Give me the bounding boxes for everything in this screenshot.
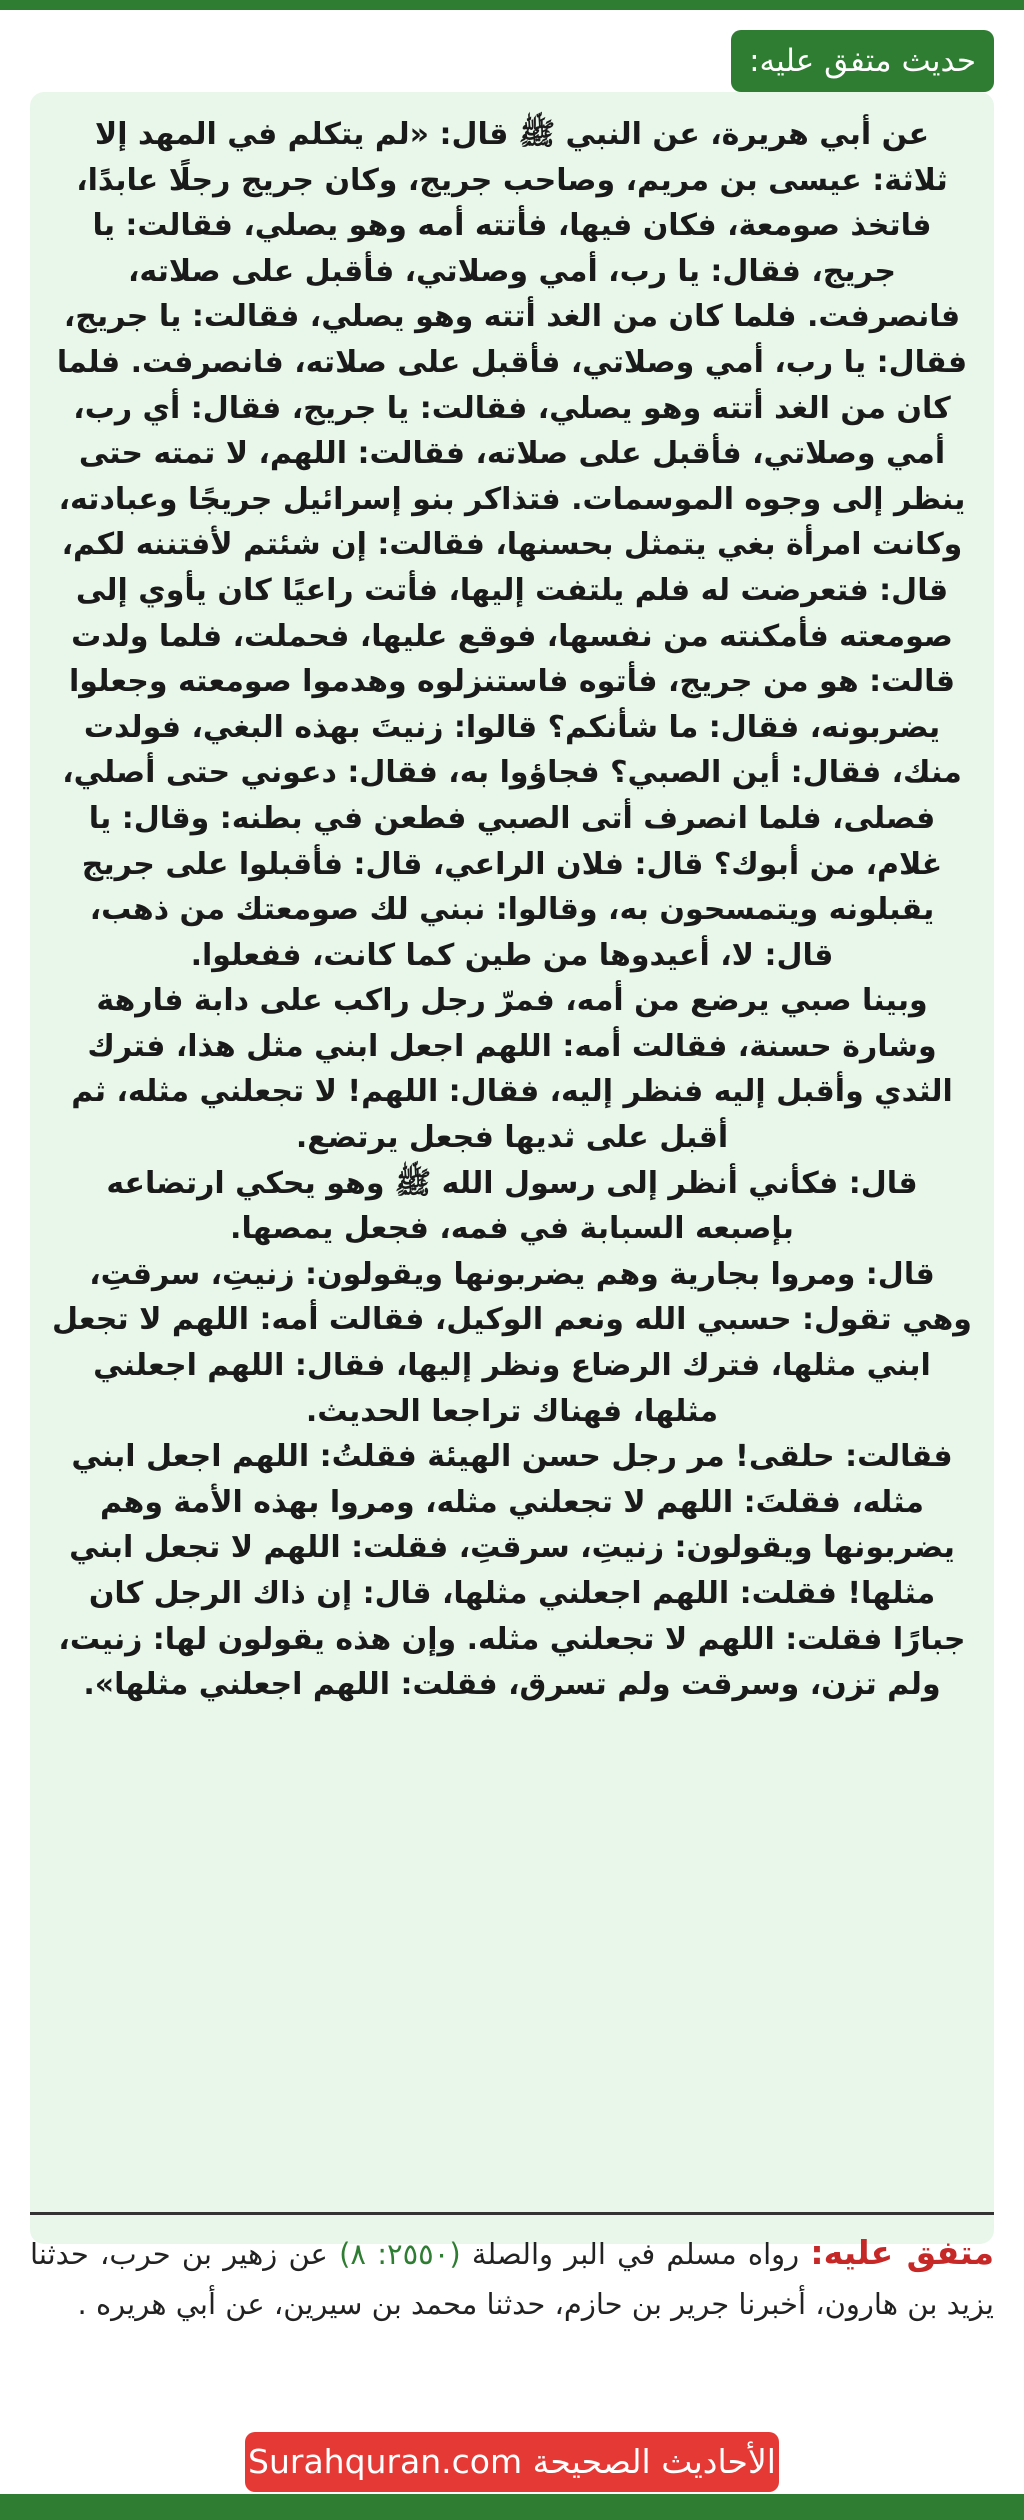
- top-accent-bar: [0, 0, 1024, 10]
- hadith-paragraph: قال: ومروا بجارية وهم يضربونها ويقولون: زنيتِ، سرقتِ، وهي تقول: حسبي الله ونعم الوكيل، فقالت أمه: اللهم لا تجعل ابني مثلها، فترك الرضاع ونظر إليها، فقال: اللهم اجعلني مثلها، فهناك تراجعا الحديث.: [52, 1256, 972, 1429]
- site-link-button[interactable]: الأحاديث الصحيحة Surahquran.com: [245, 2432, 779, 2492]
- source-label: متفق عليه:: [810, 2233, 995, 2272]
- source-text-after: عن زهير بن حرب، حدثنا يزيد بن هارون، أخبرنا جرير بن حازم، حدثنا محمد بن سيرين، عن أبي هريره .: [30, 2237, 994, 2321]
- source-reference: (٢٥٥٠: ٨): [339, 2237, 461, 2271]
- bottom-accent-bar: [0, 2494, 1024, 2520]
- source-text-before: رواه مسلم في البر والصلة: [460, 2237, 811, 2271]
- hadith-paragraph: قال: فكأني أنظر إلى رسول الله ﷺ وهو يحكي ارتضاعه بإصبعه السبابة في فمه، فجعل يمصها.: [106, 1165, 918, 1247]
- hadith-paragraph: فقالت: حلقى! مر رجل حسن الهيئة فقلتُ: اللهم اجعل ابني مثله، فقلتَ: اللهم لا تجعلني مثله، ومروا بهذه الأمة وهم يضربونها ويقولون: زنيتِ، سرقتِ، فقلت: اللهم لا تجعل ابني مثلها! فقلت: اللهم اجعلني مثلها، قال: إن ذاك الرجل كان جبارًا فقلت: اللهم لا تجعلني مثله. وإن هذه يقولون لها: زنيت، ولم تزن، وسرقت ولم تسرق، فقلت: اللهم اجعلني مثلها».: [58, 1439, 966, 1703]
- hadith-paragraph: عن أبي هريرة، عن النبي ﷺ قال: «لم يتكلم في المهد إلا ثلاثة: عيسى بن مريم، وصاحب جريج، وكان جريج رجلًا عابدًا، فاتخذ صومعة، فكان فيها، فأتته أمه وهو يصلي، فقالت: يا جريج، فقال: يا رب، أمي وصلاتي، فأقبل على صلاته، فانصرفت. فلما كان من الغد أتته وهو يصلي، فقالت: يا جريج، فقال: يا رب، أمي وصلاتي، فأقبل على صلاته، فانصرفت. فلما كان من الغد أتته وهو يصلي، فقالت: يا جريج، فقال: أي رب، أمي وصلاتي، فأقبل على صلاته، فقالت: اللهم، لا تمته حتى ينظر إلى وجوه الموسمات. فتذاكر بنو إسرائيل جريجًا وعبادته، وكانت امرأة بغي يتمثل بحسنها، فقالت: إن شئتم لأفتننه لكم، قال: فتعرضت له فلم يلتفت إليها، فأتت راعيًا كان يأوي إلى صومعته فأمكنته من نفسها، فوقع عليها، فحملت، فلما ولدت قالت: هو من جريج، فأتوه فاستنزلوه وهدموا صومعته وجعلوا يضربونه، فقال: ما شأنكم؟ قالوا: زنيتَ بهذه البغي، فولدت منك، فقال: أين الصبي؟ فجاؤوا به، فقال: دعوني حتى أصلي، فصلى، فلما انصرف أتى الصبي فطعن في بطنه: وقال: يا غلام، من أبوك؟ قال: فلان الراعي، قال: فأقبلوا على جريج يقبلونه ويتمسحون به، وقالوا: نبني لك صومعتك من ذهب، قال: لا، أعيدوها من طين كما كانت، ففعلوا.: [56, 117, 968, 973]
- hadith-paragraph: وبينا صبي يرضع من أمه، فمرّ رجل راكب على دابة فارهة وشارة حسنة، فقالت أمه: اللهم اجعل ابني مثل هذا، فترك الثدي وأقبل إليه فنظر إليه، فقال: اللهم! لا تجعلني مثله، ثم أقبل على ثديها فجعل يرتضع.: [71, 983, 953, 1156]
- hadith-text-box: [30, 92, 994, 2244]
- page-title: حديث متفق عليه:: [731, 30, 994, 92]
- source-citation: [30, 2228, 994, 2329]
- section-divider: [30, 2212, 994, 2215]
